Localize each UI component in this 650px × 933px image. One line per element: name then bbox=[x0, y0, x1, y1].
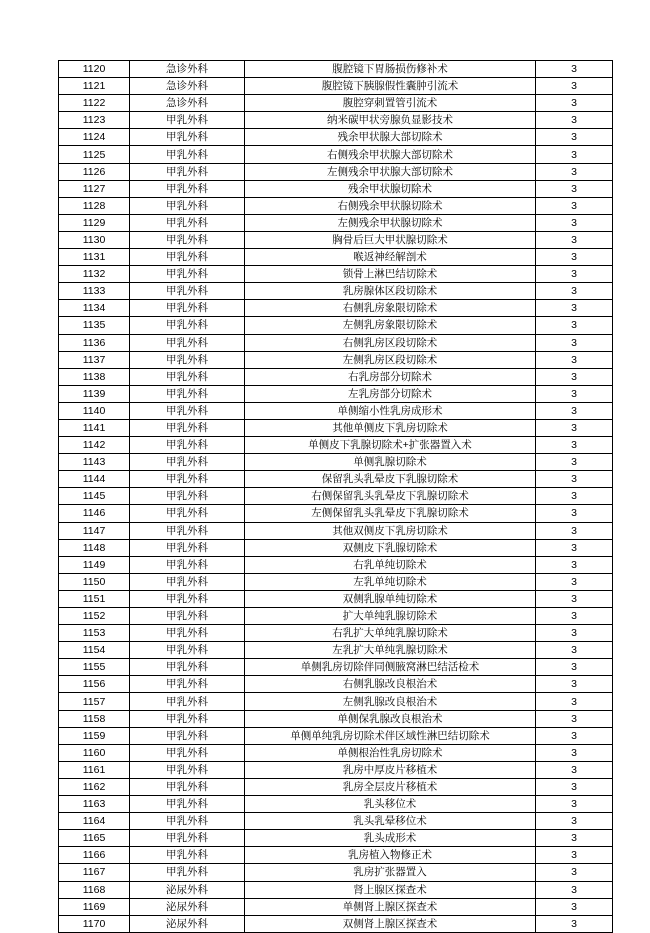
table-row bbox=[59, 197, 613, 214]
cell-procedure-name: 乳房植入物修正术 bbox=[245, 847, 536, 864]
table-row bbox=[59, 300, 613, 317]
cell-level: 3 bbox=[536, 266, 613, 283]
table-row bbox=[59, 813, 613, 830]
cell-department: 甲乳外科 bbox=[130, 351, 245, 368]
cell-code: 1121 bbox=[59, 78, 130, 95]
table-row bbox=[59, 129, 613, 146]
cell-procedure-name: 扩大单纯乳腺切除术 bbox=[245, 608, 536, 625]
cell-department: 急诊外科 bbox=[130, 61, 245, 78]
cell-level: 3 bbox=[536, 710, 613, 727]
cell-level: 3 bbox=[536, 334, 613, 351]
cell-code: 1134 bbox=[59, 300, 130, 317]
table-row bbox=[59, 351, 613, 368]
cell-level: 3 bbox=[536, 556, 613, 573]
table-row bbox=[59, 266, 613, 283]
cell-department: 甲乳外科 bbox=[130, 778, 245, 795]
table-row bbox=[59, 693, 613, 710]
table-row bbox=[59, 778, 613, 795]
cell-code: 1160 bbox=[59, 744, 130, 761]
cell-procedure-name: 其他单侧皮下乳房切除术 bbox=[245, 419, 536, 436]
cell-department: 甲乳外科 bbox=[130, 625, 245, 642]
table-row bbox=[59, 625, 613, 642]
table-row bbox=[59, 78, 613, 95]
cell-level: 3 bbox=[536, 402, 613, 419]
cell-department: 甲乳外科 bbox=[130, 522, 245, 539]
table-row bbox=[59, 334, 613, 351]
table-row bbox=[59, 180, 613, 197]
cell-department: 甲乳外科 bbox=[130, 488, 245, 505]
table-body bbox=[59, 61, 613, 933]
cell-department: 甲乳外科 bbox=[130, 334, 245, 351]
cell-department: 急诊外科 bbox=[130, 78, 245, 95]
table-row bbox=[59, 368, 613, 385]
cell-procedure-name: 胸骨后巨大甲状腺切除术 bbox=[245, 231, 536, 248]
cell-procedure-name: 右侧残余甲状腺大部切除术 bbox=[245, 146, 536, 163]
table-row bbox=[59, 676, 613, 693]
cell-procedure-name: 左侧保留乳头乳晕皮下乳腺切除术 bbox=[245, 505, 536, 522]
cell-department: 甲乳外科 bbox=[130, 830, 245, 847]
table-row bbox=[59, 539, 613, 556]
cell-procedure-name: 左乳房部分切除术 bbox=[245, 385, 536, 402]
cell-procedure-name: 乳头移位术 bbox=[245, 796, 536, 813]
cell-procedure-name: 左乳单纯切除术 bbox=[245, 573, 536, 590]
cell-procedure-name: 单侧单纯乳房切除术伴区域性淋巴结切除术 bbox=[245, 727, 536, 744]
cell-procedure-name: 纳米碳甲状旁腺负显影技术 bbox=[245, 112, 536, 129]
cell-code: 1127 bbox=[59, 180, 130, 197]
cell-code: 1162 bbox=[59, 778, 130, 795]
cell-code: 1158 bbox=[59, 710, 130, 727]
cell-level: 3 bbox=[536, 539, 613, 556]
cell-level: 3 bbox=[536, 351, 613, 368]
table-row bbox=[59, 61, 613, 78]
cell-department: 甲乳外科 bbox=[130, 642, 245, 659]
cell-department: 泌尿外科 bbox=[130, 915, 245, 932]
cell-level: 3 bbox=[536, 249, 613, 266]
cell-procedure-name: 腹腔镜下胰腺假性囊肿引流术 bbox=[245, 78, 536, 95]
cell-procedure-name: 右侧乳房区段切除术 bbox=[245, 334, 536, 351]
cell-department: 甲乳外科 bbox=[130, 231, 245, 248]
table-row bbox=[59, 522, 613, 539]
procedure-table bbox=[58, 60, 613, 933]
cell-level: 3 bbox=[536, 625, 613, 642]
cell-department: 甲乳外科 bbox=[130, 146, 245, 163]
cell-code: 1163 bbox=[59, 796, 130, 813]
cell-code: 1139 bbox=[59, 385, 130, 402]
table-row bbox=[59, 796, 613, 813]
cell-code: 1148 bbox=[59, 539, 130, 556]
cell-department: 甲乳外科 bbox=[130, 590, 245, 607]
cell-procedure-name: 右侧乳房象限切除术 bbox=[245, 300, 536, 317]
table-row bbox=[59, 830, 613, 847]
cell-level: 3 bbox=[536, 180, 613, 197]
cell-department: 甲乳外科 bbox=[130, 761, 245, 778]
cell-department: 甲乳外科 bbox=[130, 505, 245, 522]
cell-level: 3 bbox=[536, 78, 613, 95]
cell-code: 1141 bbox=[59, 419, 130, 436]
cell-code: 1128 bbox=[59, 197, 130, 214]
cell-department: 甲乳外科 bbox=[130, 727, 245, 744]
cell-code: 1120 bbox=[59, 61, 130, 78]
cell-procedure-name: 喉返神经解剖术 bbox=[245, 249, 536, 266]
cell-level: 3 bbox=[536, 761, 613, 778]
cell-code: 1150 bbox=[59, 573, 130, 590]
cell-code: 1157 bbox=[59, 693, 130, 710]
cell-department: 甲乳外科 bbox=[130, 539, 245, 556]
table-row bbox=[59, 590, 613, 607]
cell-procedure-name: 右侧残余甲状腺切除术 bbox=[245, 197, 536, 214]
cell-department: 甲乳外科 bbox=[130, 744, 245, 761]
cell-department: 甲乳外科 bbox=[130, 437, 245, 454]
table-row bbox=[59, 419, 613, 436]
cell-department: 甲乳外科 bbox=[130, 608, 245, 625]
cell-procedure-name: 乳房扩张器置入 bbox=[245, 864, 536, 881]
cell-code: 1123 bbox=[59, 112, 130, 129]
cell-level: 3 bbox=[536, 163, 613, 180]
cell-department: 甲乳外科 bbox=[130, 796, 245, 813]
cell-code: 1154 bbox=[59, 642, 130, 659]
cell-procedure-name: 单侧保乳腺改良根治术 bbox=[245, 710, 536, 727]
cell-procedure-name: 锁骨上淋巴结切除术 bbox=[245, 266, 536, 283]
table-row bbox=[59, 898, 613, 915]
cell-procedure-name: 左侧乳腺改良根治术 bbox=[245, 693, 536, 710]
cell-department: 泌尿外科 bbox=[130, 881, 245, 898]
cell-procedure-name: 左侧残余甲状腺大部切除术 bbox=[245, 163, 536, 180]
cell-department: 甲乳外科 bbox=[130, 249, 245, 266]
cell-department: 甲乳外科 bbox=[130, 266, 245, 283]
cell-level: 3 bbox=[536, 197, 613, 214]
cell-level: 3 bbox=[536, 112, 613, 129]
cell-level: 3 bbox=[536, 488, 613, 505]
cell-level: 3 bbox=[536, 471, 613, 488]
cell-level: 3 bbox=[536, 317, 613, 334]
cell-procedure-name: 左侧乳房象限切除术 bbox=[245, 317, 536, 334]
cell-level: 3 bbox=[536, 693, 613, 710]
cell-code: 1155 bbox=[59, 659, 130, 676]
cell-level: 3 bbox=[536, 146, 613, 163]
table-row bbox=[59, 402, 613, 419]
table-row bbox=[59, 642, 613, 659]
cell-level: 3 bbox=[536, 522, 613, 539]
cell-level: 3 bbox=[536, 727, 613, 744]
cell-procedure-name: 其他双侧皮下乳房切除术 bbox=[245, 522, 536, 539]
table-row bbox=[59, 112, 613, 129]
cell-level: 3 bbox=[536, 813, 613, 830]
cell-level: 3 bbox=[536, 659, 613, 676]
table-row bbox=[59, 249, 613, 266]
cell-department: 甲乳外科 bbox=[130, 180, 245, 197]
cell-code: 1169 bbox=[59, 898, 130, 915]
cell-level: 3 bbox=[536, 300, 613, 317]
cell-department: 甲乳外科 bbox=[130, 385, 245, 402]
table-row bbox=[59, 881, 613, 898]
table-row bbox=[59, 385, 613, 402]
cell-level: 3 bbox=[536, 796, 613, 813]
cell-code: 1135 bbox=[59, 317, 130, 334]
cell-procedure-name: 双侧皮下乳腺切除术 bbox=[245, 539, 536, 556]
cell-procedure-name: 肾上腺区探查术 bbox=[245, 881, 536, 898]
cell-level: 3 bbox=[536, 129, 613, 146]
table-row bbox=[59, 761, 613, 778]
cell-level: 3 bbox=[536, 608, 613, 625]
cell-procedure-name: 保留乳头乳晕皮下乳腺切除术 bbox=[245, 471, 536, 488]
cell-procedure-name: 双侧肾上腺区探查术 bbox=[245, 915, 536, 932]
table-row bbox=[59, 437, 613, 454]
cell-department: 泌尿外科 bbox=[130, 898, 245, 915]
cell-code: 1153 bbox=[59, 625, 130, 642]
cell-code: 1166 bbox=[59, 847, 130, 864]
table-row bbox=[59, 454, 613, 471]
cell-procedure-name: 单侧皮下乳腺切除术+扩张器置入术 bbox=[245, 437, 536, 454]
cell-code: 1137 bbox=[59, 351, 130, 368]
cell-code: 1126 bbox=[59, 163, 130, 180]
cell-department: 甲乳外科 bbox=[130, 197, 245, 214]
cell-level: 3 bbox=[536, 505, 613, 522]
cell-procedure-name: 左侧乳房区段切除术 bbox=[245, 351, 536, 368]
cell-level: 3 bbox=[536, 847, 613, 864]
cell-code: 1167 bbox=[59, 864, 130, 881]
table-row bbox=[59, 505, 613, 522]
cell-procedure-name: 单侧肾上腺区探查术 bbox=[245, 898, 536, 915]
table-row bbox=[59, 163, 613, 180]
cell-department: 甲乳外科 bbox=[130, 129, 245, 146]
table-row bbox=[59, 727, 613, 744]
cell-department: 甲乳外科 bbox=[130, 659, 245, 676]
cell-level: 3 bbox=[536, 283, 613, 300]
cell-code: 1165 bbox=[59, 830, 130, 847]
cell-department: 甲乳外科 bbox=[130, 864, 245, 881]
table-row bbox=[59, 710, 613, 727]
cell-procedure-name: 右乳单纯切除术 bbox=[245, 556, 536, 573]
cell-department: 甲乳外科 bbox=[130, 573, 245, 590]
cell-procedure-name: 双侧乳腺单纯切除术 bbox=[245, 590, 536, 607]
cell-level: 3 bbox=[536, 744, 613, 761]
cell-level: 3 bbox=[536, 437, 613, 454]
cell-department: 甲乳外科 bbox=[130, 214, 245, 231]
table-row bbox=[59, 847, 613, 864]
cell-level: 3 bbox=[536, 830, 613, 847]
table-row bbox=[59, 146, 613, 163]
cell-procedure-name: 乳房全层皮片移植术 bbox=[245, 778, 536, 795]
cell-procedure-name: 左侧残余甲状腺切除术 bbox=[245, 214, 536, 231]
table-row bbox=[59, 95, 613, 112]
cell-department: 甲乳外科 bbox=[130, 163, 245, 180]
cell-level: 3 bbox=[536, 881, 613, 898]
cell-procedure-name: 单侧乳房切除伴同侧腋窝淋巴结活检术 bbox=[245, 659, 536, 676]
cell-level: 3 bbox=[536, 898, 613, 915]
cell-code: 1145 bbox=[59, 488, 130, 505]
cell-procedure-name: 残余甲状腺大部切除术 bbox=[245, 129, 536, 146]
cell-department: 甲乳外科 bbox=[130, 693, 245, 710]
cell-procedure-name: 单侧缩小性乳房成形术 bbox=[245, 402, 536, 419]
table-row bbox=[59, 864, 613, 881]
table-row bbox=[59, 608, 613, 625]
cell-code: 1138 bbox=[59, 368, 130, 385]
cell-procedure-name: 右侧乳腺改良根治术 bbox=[245, 676, 536, 693]
table-row bbox=[59, 283, 613, 300]
table-row bbox=[59, 471, 613, 488]
table-row bbox=[59, 659, 613, 676]
cell-level: 3 bbox=[536, 368, 613, 385]
cell-level: 3 bbox=[536, 231, 613, 248]
cell-code: 1125 bbox=[59, 146, 130, 163]
table-row bbox=[59, 214, 613, 231]
cell-level: 3 bbox=[536, 573, 613, 590]
cell-code: 1144 bbox=[59, 471, 130, 488]
cell-procedure-name: 右侧保留乳头乳晕皮下乳腺切除术 bbox=[245, 488, 536, 505]
cell-level: 3 bbox=[536, 61, 613, 78]
cell-procedure-name: 单侧根治性乳房切除术 bbox=[245, 744, 536, 761]
cell-code: 1168 bbox=[59, 881, 130, 898]
cell-code: 1140 bbox=[59, 402, 130, 419]
cell-code: 1156 bbox=[59, 676, 130, 693]
cell-code: 1159 bbox=[59, 727, 130, 744]
cell-level: 3 bbox=[536, 385, 613, 402]
cell-procedure-name: 单侧乳腺切除术 bbox=[245, 454, 536, 471]
cell-code: 1151 bbox=[59, 590, 130, 607]
cell-code: 1161 bbox=[59, 761, 130, 778]
table-row bbox=[59, 556, 613, 573]
table-row bbox=[59, 317, 613, 334]
cell-level: 3 bbox=[536, 419, 613, 436]
table-row bbox=[59, 573, 613, 590]
cell-department: 甲乳外科 bbox=[130, 710, 245, 727]
cell-code: 1164 bbox=[59, 813, 130, 830]
cell-department: 甲乳外科 bbox=[130, 471, 245, 488]
cell-level: 3 bbox=[536, 642, 613, 659]
table-row bbox=[59, 744, 613, 761]
cell-level: 3 bbox=[536, 214, 613, 231]
cell-code: 1130 bbox=[59, 231, 130, 248]
cell-code: 1124 bbox=[59, 129, 130, 146]
table-row bbox=[59, 488, 613, 505]
cell-department: 甲乳外科 bbox=[130, 847, 245, 864]
cell-code: 1142 bbox=[59, 437, 130, 454]
cell-procedure-name: 腹腔镜下胃肠损伤修补术 bbox=[245, 61, 536, 78]
table-row bbox=[59, 915, 613, 932]
cell-code: 1131 bbox=[59, 249, 130, 266]
cell-department: 甲乳外科 bbox=[130, 676, 245, 693]
cell-code: 1170 bbox=[59, 915, 130, 932]
table-row bbox=[59, 231, 613, 248]
cell-department: 甲乳外科 bbox=[130, 368, 245, 385]
cell-level: 3 bbox=[536, 95, 613, 112]
cell-department: 甲乳外科 bbox=[130, 300, 245, 317]
cell-procedure-name: 乳头成形术 bbox=[245, 830, 536, 847]
cell-code: 1146 bbox=[59, 505, 130, 522]
cell-code: 1133 bbox=[59, 283, 130, 300]
cell-department: 甲乳外科 bbox=[130, 813, 245, 830]
cell-code: 1132 bbox=[59, 266, 130, 283]
cell-procedure-name: 乳房腺体区段切除术 bbox=[245, 283, 536, 300]
cell-procedure-name: 残余甲状腺切除术 bbox=[245, 180, 536, 197]
cell-code: 1152 bbox=[59, 608, 130, 625]
cell-department: 急诊外科 bbox=[130, 95, 245, 112]
cell-level: 3 bbox=[536, 864, 613, 881]
cell-department: 甲乳外科 bbox=[130, 454, 245, 471]
cell-procedure-name: 腹腔穿刺置管引流术 bbox=[245, 95, 536, 112]
cell-level: 3 bbox=[536, 778, 613, 795]
cell-level: 3 bbox=[536, 915, 613, 932]
cell-code: 1129 bbox=[59, 214, 130, 231]
cell-code: 1149 bbox=[59, 556, 130, 573]
cell-department: 甲乳外科 bbox=[130, 556, 245, 573]
cell-code: 1143 bbox=[59, 454, 130, 471]
cell-level: 3 bbox=[536, 454, 613, 471]
cell-level: 3 bbox=[536, 590, 613, 607]
cell-procedure-name: 乳头乳晕移位术 bbox=[245, 813, 536, 830]
cell-department: 甲乳外科 bbox=[130, 419, 245, 436]
cell-department: 甲乳外科 bbox=[130, 283, 245, 300]
cell-code: 1136 bbox=[59, 334, 130, 351]
cell-code: 1147 bbox=[59, 522, 130, 539]
cell-procedure-name: 右乳扩大单纯乳腺切除术 bbox=[245, 625, 536, 642]
cell-procedure-name: 右乳房部分切除术 bbox=[245, 368, 536, 385]
cell-department: 甲乳外科 bbox=[130, 402, 245, 419]
cell-code: 1122 bbox=[59, 95, 130, 112]
cell-level: 3 bbox=[536, 676, 613, 693]
cell-department: 甲乳外科 bbox=[130, 112, 245, 129]
cell-department: 甲乳外科 bbox=[130, 317, 245, 334]
cell-procedure-name: 乳房中厚皮片移植术 bbox=[245, 761, 536, 778]
cell-procedure-name: 左乳扩大单纯乳腺切除术 bbox=[245, 642, 536, 659]
